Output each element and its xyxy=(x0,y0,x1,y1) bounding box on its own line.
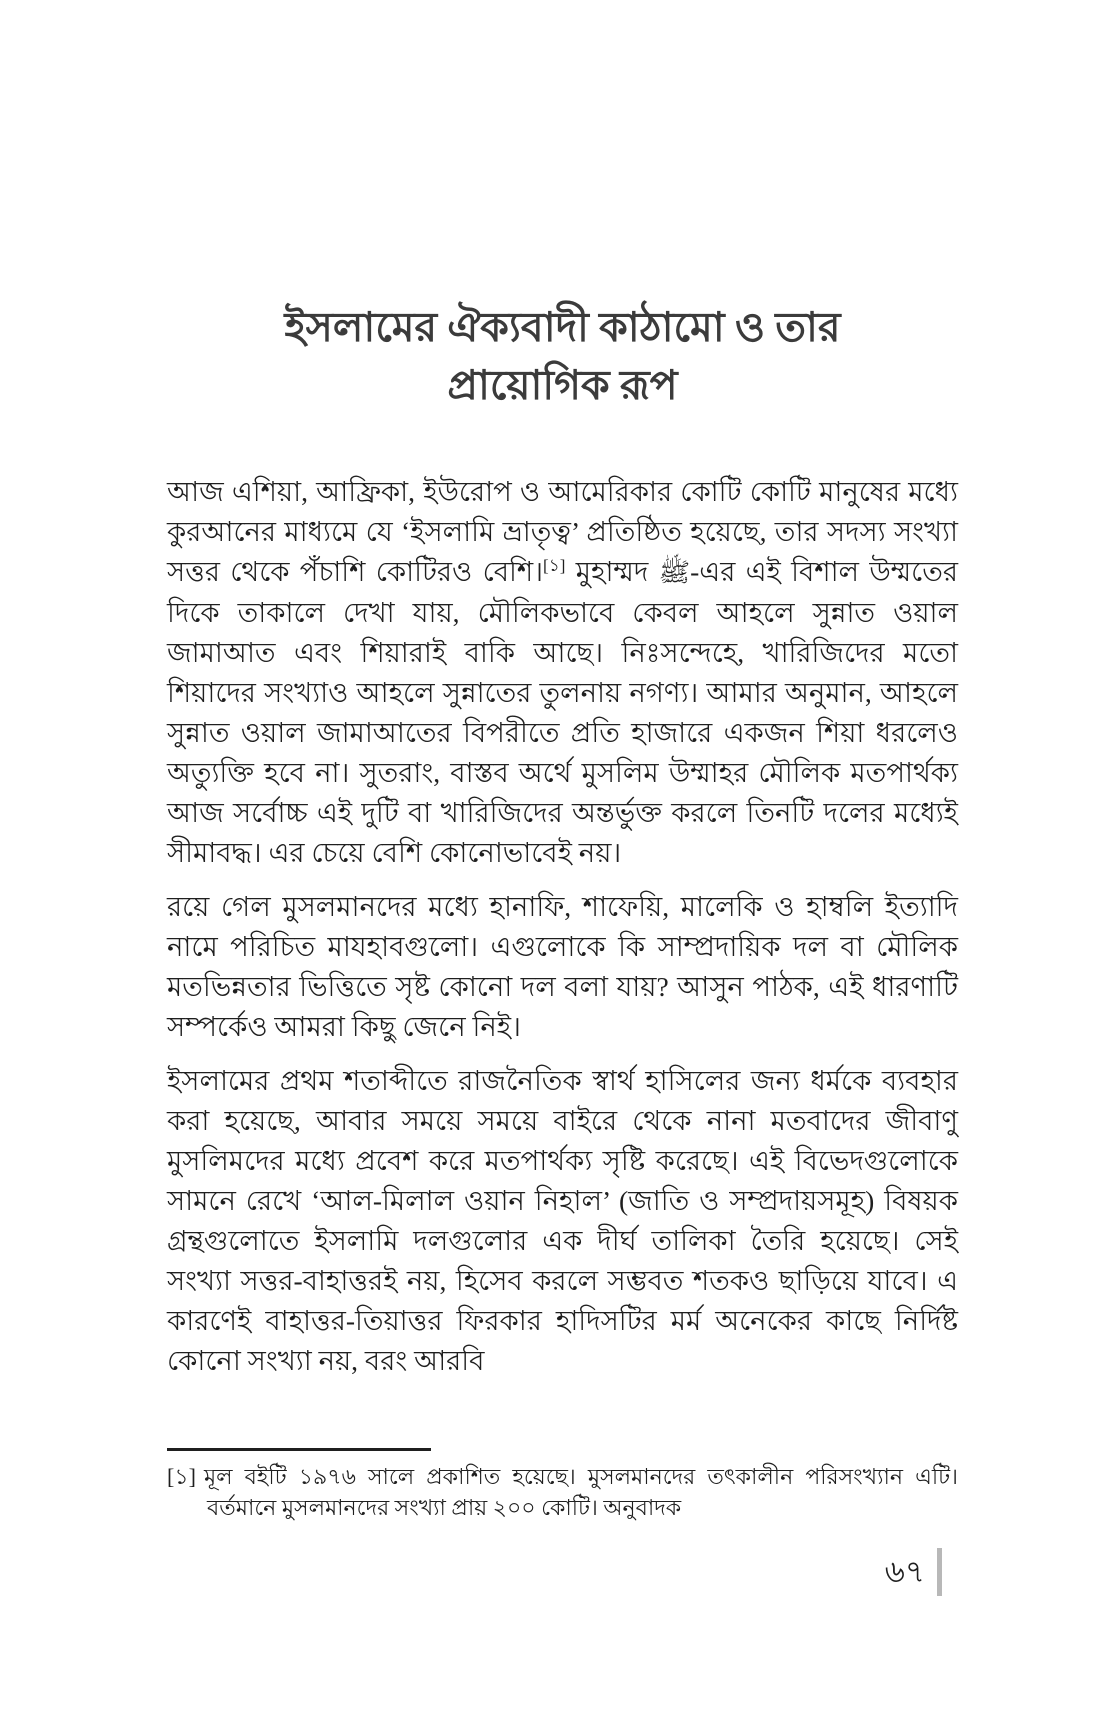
footnote-marker: [১] xyxy=(167,1464,196,1489)
chapter-title-line-1: ইসলামের ঐক্যবাদী কাঠামো ও তার xyxy=(284,304,841,350)
paragraph-2: রয়ে গেল মুসলমানদের মধ্যে হানাফি, শাফেয়ি, মালেকি ও হাম্বলি ইত্যাদি নামে পরিচিত মাযহাবগুলো। এগুলোকে কি সাম্প্রদায়িক দল বা মৌলিক মতভিন্নতার ভিত্তিতে সৃষ্ট কোনো দল বলা যায়? আসুন পাঠক, এই ধারণাটি সম্পর্কেও আমরা কিছু জেনে নিই। xyxy=(167,891,958,1042)
body-text xyxy=(167,472,958,1381)
footnote-section xyxy=(167,1448,958,1523)
paragraph-3: ইসলামের প্রথম শতাব্দীতে রাজনৈতিক স্বার্থ হাসিলের জন্য ধর্মকে ব্যবহার করা হয়েছে, আবার সময়ে সময়ে বাইরে থেকে নানা মতবাদের জীবাণু মুসলিমদের মধ্যে প্রবেশ করে মতপার্থক্য সৃষ্টি করেছে। এই বিভেদগুলোকে সামনে রেখে ‘আল-মিলাল ওয়ান নিহাল’ (জাতি ও সম্প্রদায়সমূহ) বিষয়ক গ্রন্থগুলোতে ইসলামি দলগুলোর এক দীর্ঘ তালিকা তৈরি হয়েছে। সেই সংখ্যা সত্তর-বাহাত্তরই নয়, হিসেব করলে সম্ভবত শতকও ছাড়িয়ে যাবে। এ কারণেই বাহাত্তর-তিয়াত্তর ফিরকার হাদিসটির মর্ম অনেকের কাছে নির্দিষ্ট কোনো সংখ্যা নয়, বরং আরবি xyxy=(167,1065,958,1376)
page-number: ৬৭ xyxy=(884,1554,925,1589)
footnote-text: মূল বইটি ১৯৭৬ সালে প্রকাশিত হয়েছে। মুসলমানদের তৎকালীন পরিসংখ্যান এটি। বর্তমানে মুসলমানদের সংখ্যা প্রায় ২০০ কোটি। অনুবাদক xyxy=(203,1464,958,1520)
footnote xyxy=(167,1461,958,1523)
page-content xyxy=(167,298,958,1395)
footnote-separator-rule xyxy=(167,1448,431,1451)
paragraph-1-text-a: আজ এশিয়া, আফ্রিকা, ইউরোপ ও আমেরিকার কোটি কোটি মানুষের মধ্যে কুরআনের মাধ্যমে যে ‘ইসলামি ভ্রাতৃত্ব’ প্রতিষ্ঠিত হয়েছে, তার সদস্য সংখ্যা সত্তর থেকে পঁচাশি কোটিরও বেশি। xyxy=(167,476,958,587)
paragraph-1 xyxy=(167,472,958,873)
footnote-reference-marker: [১] xyxy=(543,555,566,575)
sallallahu-alayhi-wasallam-glyph: ﷺ xyxy=(658,558,691,587)
chapter-title xyxy=(167,298,958,414)
paragraph-1-text-c: -এর এই বিশাল উম্মতের দিকে তাকালে দেখা যায়, মৌলিকভাবে কেবল আহলে সুন্নাত ওয়াল জামাআত এবং শিয়ারাই বাকি আছে। নিঃসন্দেহে, খারিজিদের মতো শিয়াদের সংখ্যাও আহলে সুন্নাতের তুলনায় নগণ্য। আমার অনুমান, আহলে সুন্নাত ওয়াল জামাআতের বিপরীতে প্রতি হাজারে একজন শিয়া ধরলেও অত্যুক্তি হবে না। সুতরাং, বাস্তব অর্থে মুসলিম উম্মাহর মৌলিক মতপার্থক্য আজ সর্বোচ্চ এই দুটি বা খারিজিদের অন্তর্ভুক্ত করলে তিনটি দলের মধ্যেই সীমাবদ্ধ। এর চেয়ে বেশি কোনোভাবেই নয়। xyxy=(167,556,958,868)
paragraph-1-text-b: মুহাম্মদ xyxy=(565,556,659,587)
page-number-divider-bar xyxy=(937,1548,942,1596)
chapter-title-line-2: প্রায়োগিক রূপ xyxy=(447,362,678,408)
page-number-block xyxy=(885,1548,942,1596)
